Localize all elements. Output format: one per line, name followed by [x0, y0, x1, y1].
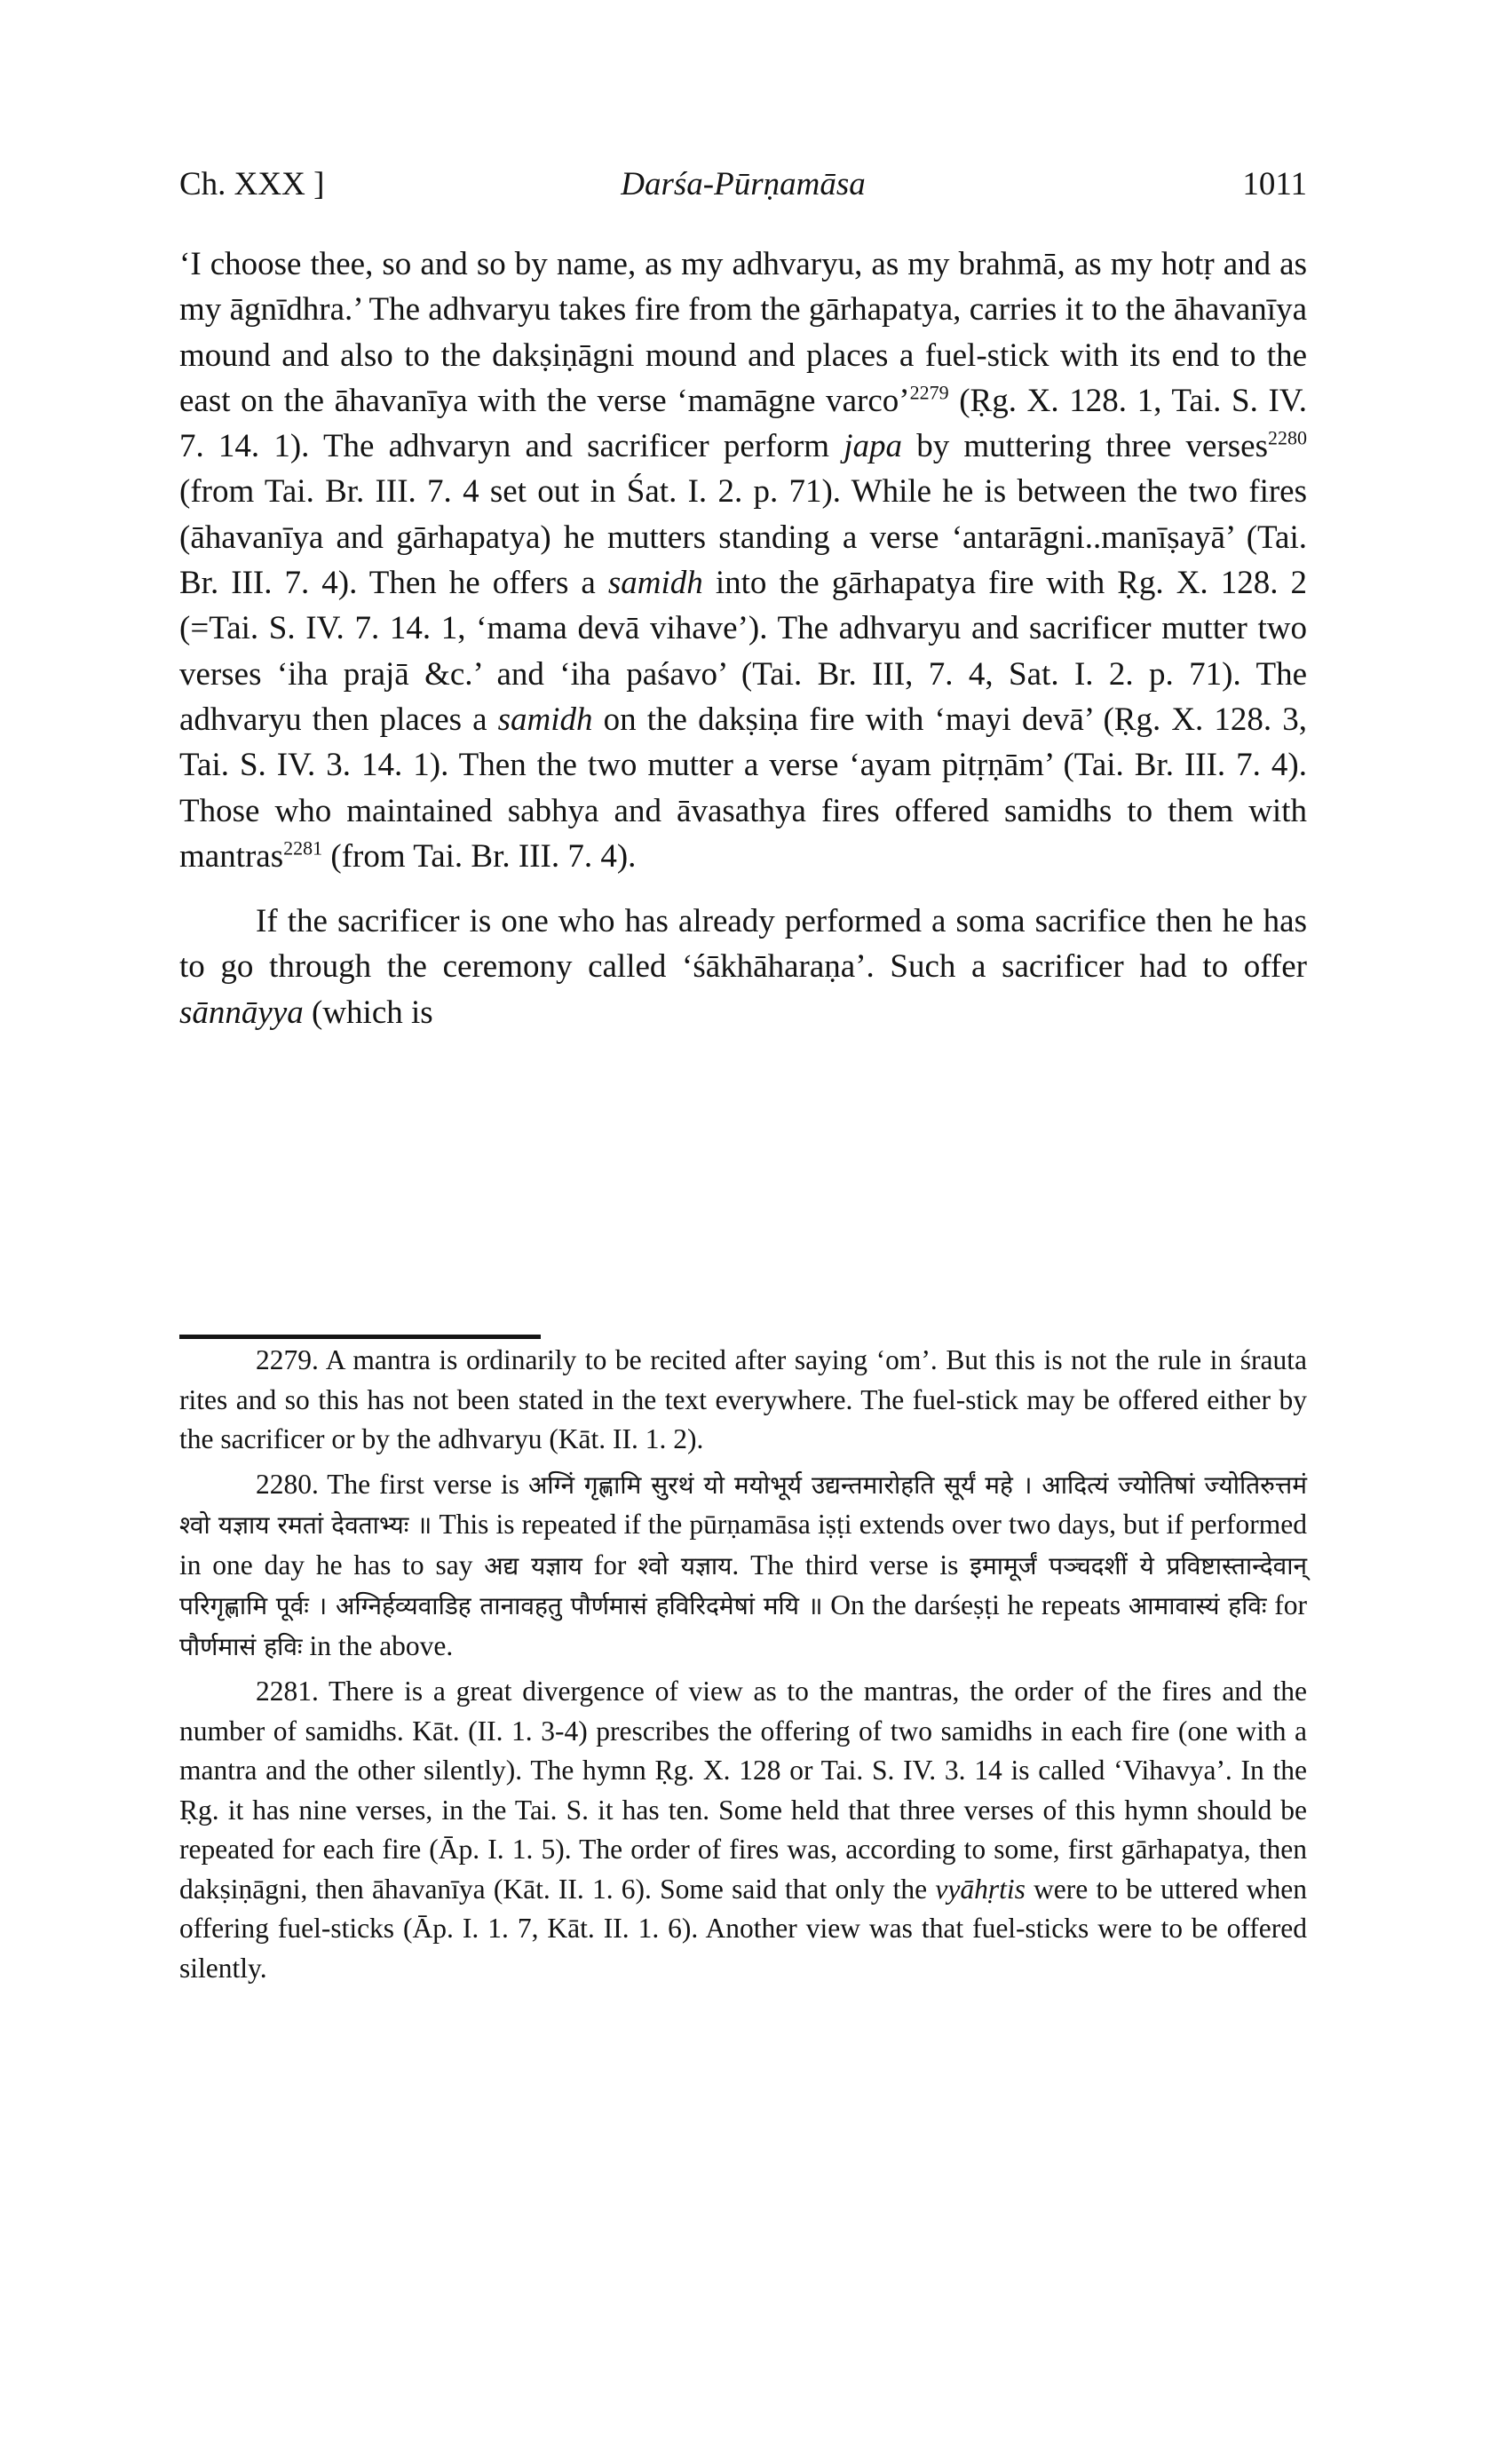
- footnote-ref: 2280: [1268, 426, 1308, 449]
- footnote-2281: 2281. There is a great divergence of view as to the mantras, the order of the fires and the number of samidhs. Kāt. (II. 1. 3-4) prescribes the offering of two samidhs in each fire (one with a mantra and the other silently). The hymn Ṛg. X. 128 or Tai. S. IV. 3. 14 is called ‘Vihavya’. In the Ṛg. it has nine verses, in the Tai. S. it has ten. Some held that three verses of this hymn should be repeated for each fire (Āp. I. 1. 5). The order of fires was, according to some, first gārhapatya, then dakṣiṇāgni, then āhavanīya (Kāt. II. 1. 6). Some said that only the vyāhṛtis were to be uttered when offering fuel-sticks (Āp. I. 1. 7, Kāt. II. 1. 6). Another view was that fuel-sticks were to be offered silently.: [179, 1676, 1307, 1984]
- footnote-2280: 2280. The first verse is अग्निं गृह्णामि सुरथं यो मयोभूर्य उद्यन्तमारोहति सूर्यं महे । आदित्यं ज्योतिषां ज्योतिरुत्तमं श्वो यज्ञाय रमतां देवताभ्यः ॥ This is repeated if the pūrṇamāsa iṣṭi extends over two days, but if performed in one day he has to say अद्य यज्ञाय for श्वो यज्ञाय. The third verse is इमामूर्जं पञ्चदशीं ये प्रविष्टास्तान्देवान् परिगृह्णामि पूर्वः । अग्निर्हव्यवाडिह तानावहतु पौर्णमासं हविरिदमेषां मयि ॥ On the darśeṣṭi he repeats आमावास्यं हविः for पौर्णमासं हविः in the above.: [179, 1468, 1308, 1661]
- body-text: [179, 242, 1307, 1035]
- footnote-ref: 2281: [283, 836, 323, 860]
- paragraph-1: ‘I choose thee, so and so by name, as my adhvaryu, as my brahmā, as my hotṛ and as my āgnīdhra.’ The adhvaryu takes fire from the gārhapatya, carries it to the āhavanīya mound and also to the dakṣiṇāgni mound and places a fuel-stick with its end to the east on the āhavanīya with the verse ‘mamāgne varco’$^{2279}$ (Ṛg. X. 128. 1, Tai. S. IV. 7. 14. 1). The adhvaryn and sacrificer perform japa by muttering three verses$^{2280}$ (from Tai. Br. III. 7. 4 set out in Śat. I. 2. p. 71). While he is between the two fires (āhavanīya and gārhapatya) he mutters standing a verse ‘antarāgni..manīṣayā’ (Tai. Br. III. 7. 4). Then he offers a samidh into the gārhapatya fire with Ṛg. X. 128. 2 (=Tai. S. IV. 7. 14. 1, ‘mama devā vihave’). The adhvaryu and sacrificer mutter two verses ‘iha prajā &c.’ and ‘iha paśavo’ (Tai. Br. III, 7. 4, Sat. I. 2. p. 71). The adhvaryu then places a samidh on the dakṣiṇa fire with ‘mayi devā’ (Ṛg. X. 128. 3, Tai. S. IV. 3. 14. 1). Then the two mutter a verse ‘ayam pitṛṇām’ (Tai. Br. III. 7. 4). Those who maintained sabhya and āvasathya fires offered samidhs to them with mantras$^{2281}$ (from Tai. Br. III. 7. 4).: [179, 246, 1308, 875]
- running-header: [179, 165, 1307, 211]
- running-title: Darśa-Pūrṇamāsa: [621, 166, 866, 202]
- footnotes: [179, 1341, 1307, 1988]
- page-number: 1011: [1242, 166, 1307, 202]
- chapter-label: Ch. XXX ]: [179, 166, 325, 202]
- paragraph-2: If the sacrificer is one who has already performed a soma sacrifice then he has to go through the ceremony called ‘śākhāharaṇa’. Such a sacrificer had to offer sānnāyya (which is: [179, 903, 1307, 1031]
- footnote-divider: [179, 1335, 541, 1339]
- footnote-2279: 2279. A mantra is ordinarily to be recited after saying ‘om’. But this is not the rule in śrauta rites and so this has not been stated in the text everywhere. The fuel-stick may be offered either by the sacrificer or by the adhvaryu (Kāt. II. 1. 2).: [179, 1344, 1307, 1454]
- footnote-ref: 2279: [909, 381, 949, 404]
